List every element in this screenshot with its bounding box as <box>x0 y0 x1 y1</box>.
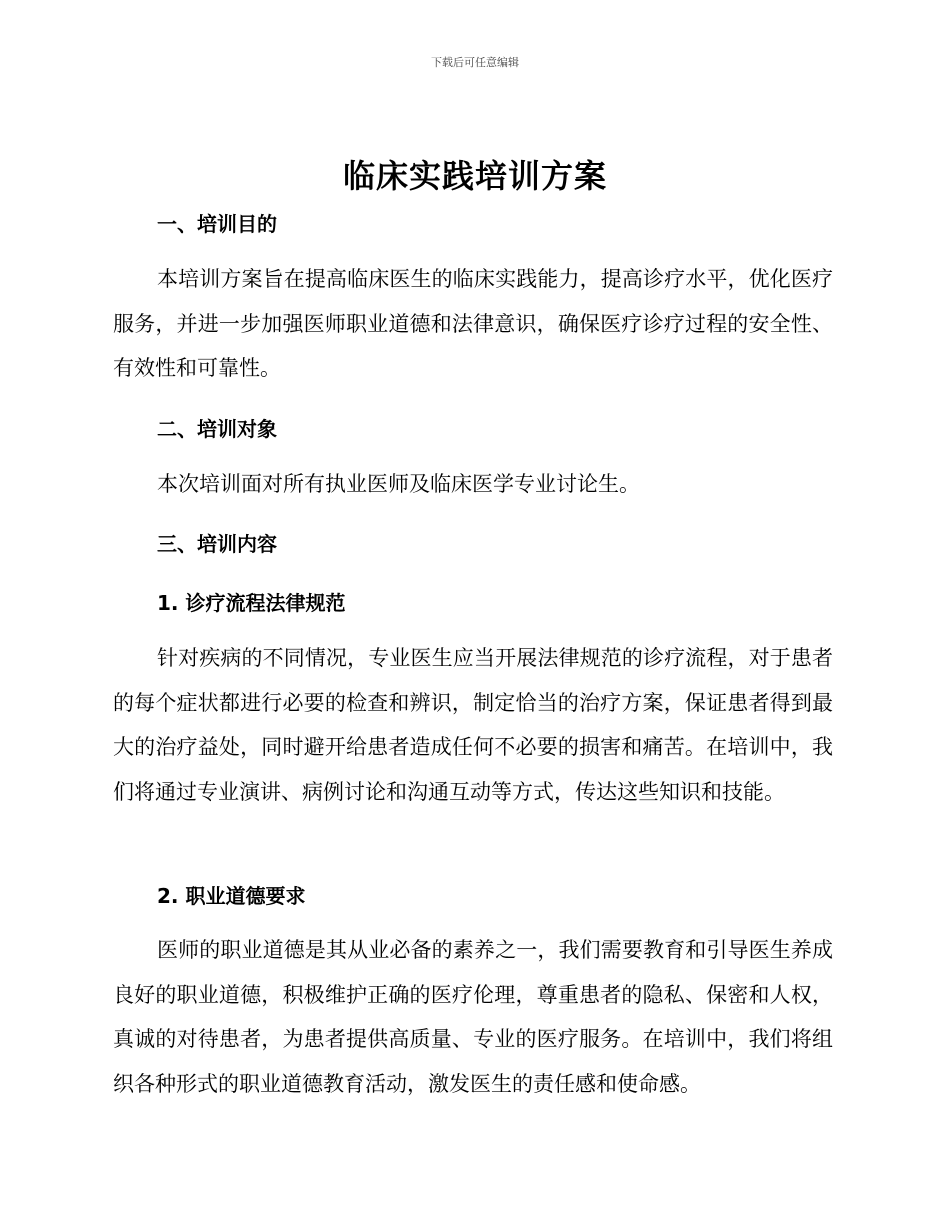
subsection-text-legal-process: 针对疾病的不同情况，专业医生应当开展法律规范的诊疗流程，对于患者的每个症状都进行必要的检查和辨识，制定恰当的治疗方案，保证患者得到最大的治疗益处，同时避开给患者造成任何不必要的损害和痛苦。在培训中，我们将通过专业演讲、病例讨论和沟通互动等方式，传达这些知识和技能。 <box>113 646 833 804</box>
section-heading-purpose: 一、培训目的 <box>157 212 277 236</box>
subsection-heading-legal-process: 1. 诊疗流程法律规范 <box>157 591 346 615</box>
section-heading-content: 三、培训内容 <box>157 532 277 556</box>
subsection-text-professional-ethics: 医师的职业道德是其从业必备的素养之一，我们需要教育和引导医生养成良好的职业道德，积极维护正确的医疗伦理，尊重患者的隐私、保密和人权，真诚的对待患者，为患者提供高质量、专业的医疗服务。在培训中，我们将组织各种形式的职业道德教育活动，激发医生的责任感和使命感。 <box>113 938 833 1096</box>
page-title: 临床实践培训方案 <box>342 157 607 195</box>
section-text-audience: 本次培训面对所有执业医师及临床医学专业讨论生。 <box>157 472 640 496</box>
subsection-heading-professional-ethics: 2. 职业道德要求 <box>157 884 306 908</box>
section-heading-audience: 二、培训对象 <box>157 417 277 441</box>
section-text-purpose: 本培训方案旨在提高临床医生的临床实践能力，提高诊疗水平，优化医疗服务，并进一步加强医师职业道德和法律意识，确保医疗诊疗过程的安全性、有效性和可靠性。 <box>113 267 833 380</box>
header-note: 下载后可任意编辑 <box>431 56 519 69</box>
